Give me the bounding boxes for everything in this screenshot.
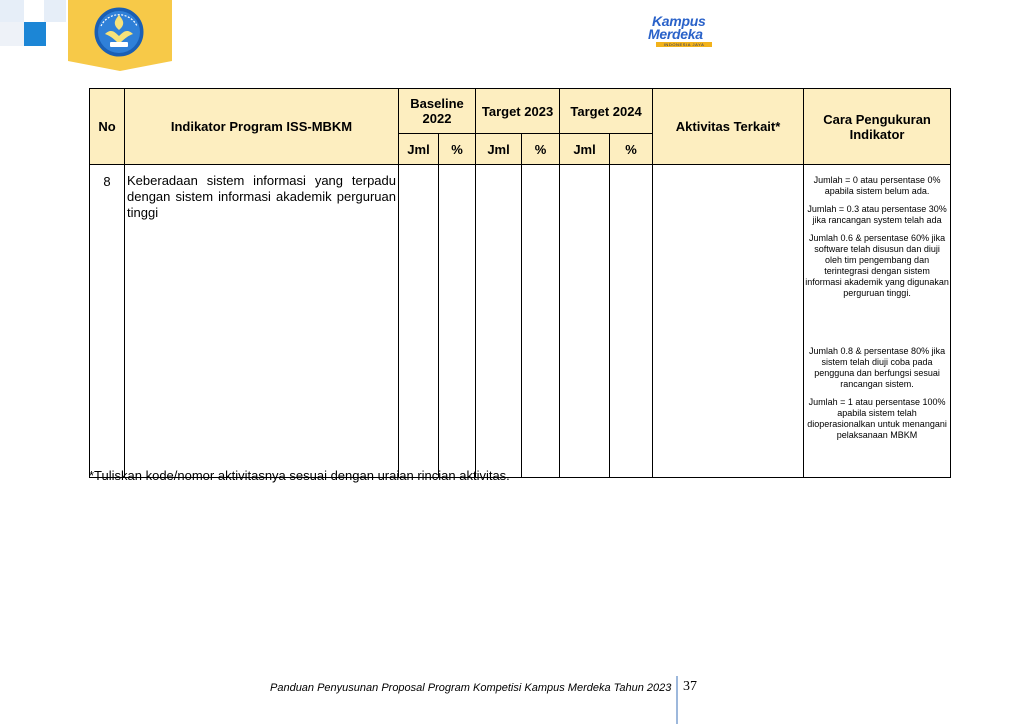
measurement-item: Jumlah = 0.3 atau persentase 30% jika rancangan system telah ada [807, 204, 947, 225]
logo-tagline: INDONESIA JAYA [656, 42, 712, 47]
corner-square-blue [24, 22, 46, 46]
page-number: 37 [683, 679, 697, 694]
header-jml: Jml [399, 134, 439, 165]
cell-no: 8 [90, 165, 125, 478]
measurement-item: Jumlah = 1 atau persentase 100% apabila sistem telah dioperasionalkan untuk menangani pelaksanaan MBKM [807, 397, 947, 440]
header-target-2024: Target 2024 [560, 89, 653, 134]
header-baseline: Baseline 2022 [399, 89, 476, 134]
corner-square-light [0, 22, 24, 46]
kampus-merdeka-logo [648, 14, 714, 50]
header-pct: % [522, 134, 560, 165]
header-pct: % [610, 134, 653, 165]
header-target-2023: Target 2023 [476, 89, 560, 134]
header-pct: % [439, 134, 476, 165]
footnote: *Tuliskan kode/nomor aktivitasnya sesuai dengan uraian rincian aktivitas. [89, 468, 510, 483]
cell-baseline-jml [399, 165, 439, 478]
header-indikator: Indikator Program ISS-MBKM [125, 89, 399, 165]
footer-title: Panduan Penyusunan Proposal Program Kompetisi Kampus Merdeka Tahun 2023 [270, 682, 672, 694]
logo-line-1: Kampus [652, 13, 706, 29]
table-row [90, 165, 951, 478]
measurement-item: Jumlah 0.8 & persentase 80% jika sistem telah diuji coba pada pengguna dan berfungsi sesuai rancangan sistem. [809, 346, 946, 389]
corner-square-light [0, 0, 24, 22]
cell-indikator: Keberadaan sistem informasi yang terpadu dengan sistem informasi akademik perguruan tinggi [125, 165, 399, 478]
corner-square-light [44, 0, 66, 22]
tut-wuri-handayani-emblem-icon [93, 6, 145, 58]
header-jml: Jml [476, 134, 522, 165]
cell-baseline-pct [439, 165, 476, 478]
header-aktivitas: Aktivitas Terkait* [653, 89, 804, 165]
logo-line-2: Merdeka [648, 26, 703, 42]
cell-target-2023-jml [476, 165, 522, 478]
cell-target-2024-pct [610, 165, 653, 478]
header-jml: Jml [560, 134, 610, 165]
footer-divider [676, 676, 678, 724]
header-no: No [90, 89, 125, 165]
cell-aktivitas [653, 165, 804, 478]
measurement-item: Jumlah = 0 atau persentase 0% apabila sistem belum ada. [813, 175, 941, 196]
indicator-table [89, 88, 951, 478]
measurement-item: Jumlah 0.6 & persentase 60% jika software telah disusun dan diuji oleh tim pengembang dan terintegrasi dengan sistem informasi akademik yang digunakan perguruan tinggi. [805, 233, 949, 298]
cell-cara-pengukuran [804, 165, 951, 478]
cell-target-2023-pct [522, 165, 560, 478]
header-cara-pengukuran: Cara Pengukuran Indikator [804, 89, 951, 165]
cell-target-2024-jml [560, 165, 610, 478]
